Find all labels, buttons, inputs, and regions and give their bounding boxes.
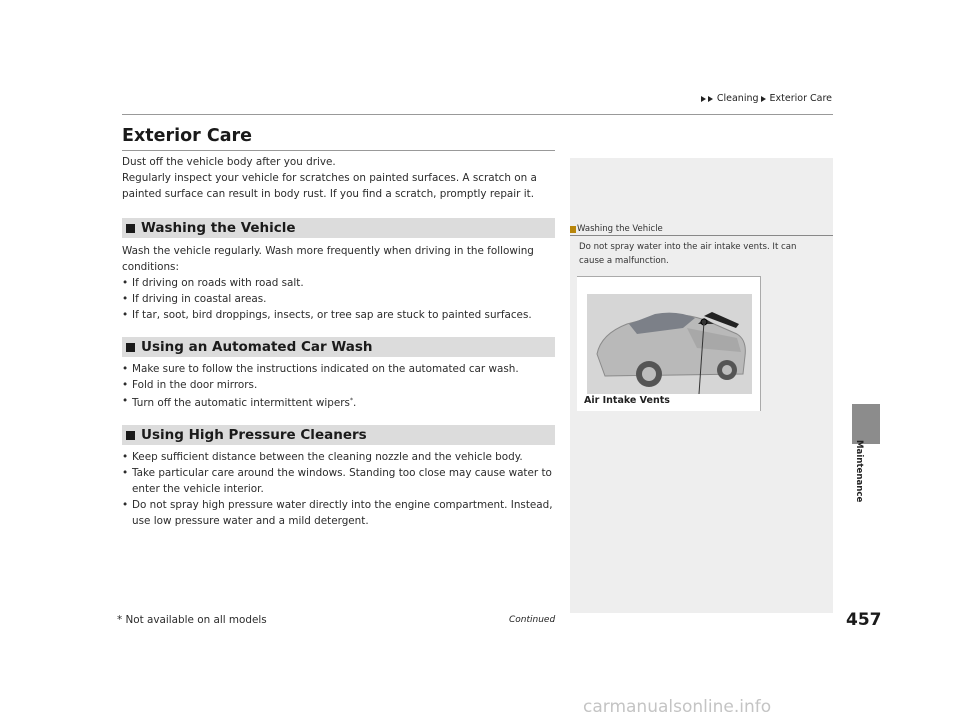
note-heading (570, 224, 663, 234)
list-item (122, 361, 562, 377)
bullet-icon: • (122, 451, 129, 463)
intro-line: Dust off the vehicle body after you drive. (122, 156, 336, 168)
bullet-icon: • (122, 363, 129, 375)
bullet-icon: • (122, 467, 129, 479)
list-item (122, 377, 562, 393)
list-item-text: If driving on roads with road salt. (132, 277, 304, 289)
automated-body (122, 361, 562, 411)
list-item (122, 291, 562, 307)
side-tab[interactable] (852, 404, 880, 444)
list-item-text: Do not spray high pressure water directly into the engine compartment. Instead, (132, 499, 553, 511)
list-item (122, 497, 562, 529)
triangle-arrow-icon (701, 96, 706, 102)
section-heading-automated (122, 337, 555, 357)
note-title: Washing the Vehicle (577, 224, 663, 234)
triangle-arrow-icon (708, 96, 713, 102)
figure-label-air-intake-vents: Air Intake Vents (584, 395, 670, 406)
page-title: Exterior Care (122, 126, 253, 146)
section-heading-label: Washing the Vehicle (141, 220, 296, 236)
intro-line: Regularly inspect your vehicle for scratches on painted surfaces. A scratch on a (122, 172, 537, 184)
bullet-icon: • (122, 277, 129, 289)
note-line: cause a malfunction. (579, 256, 669, 266)
list-item-text: enter the vehicle interior. (132, 483, 264, 495)
bullet-icon: • (122, 293, 129, 305)
note-icon (570, 226, 576, 233)
washing-text: conditions: (122, 261, 179, 273)
section-heading-label: Using an Automated Car Wash (141, 339, 373, 355)
asterisk-marker: * (349, 397, 353, 404)
list-item-text: If tar, soot, bird droppings, insects, or tree sap are stuck to painted surfaces. (132, 309, 532, 321)
washing-text: Wash the vehicle regularly. Wash more frequently when driving in the following (122, 245, 534, 257)
note-rule (570, 235, 833, 236)
list-item-text: use low pressure water and a mild detergent. (132, 515, 369, 527)
section-heading-pressure (122, 425, 555, 445)
list-item-text: Make sure to follow the instructions indicated on the automated car wash. (132, 363, 519, 375)
section-heading-label: Using High Pressure Cleaners (141, 427, 367, 443)
breadcrumb-item-exterior-care[interactable]: Exterior Care (769, 93, 832, 104)
list-item (122, 465, 562, 497)
header-rule (122, 114, 833, 115)
list-item-text: Turn off the automatic intermittent wipers (132, 397, 350, 409)
intro-paragraph (122, 154, 562, 202)
breadcrumb-item-cleaning[interactable]: Cleaning (716, 93, 759, 104)
pressure-bullet-list (122, 449, 562, 529)
list-item (122, 275, 562, 291)
breadcrumb (701, 93, 832, 104)
triangle-arrow-icon (761, 96, 766, 102)
section-square-icon (126, 224, 135, 233)
footnote: * Not available on all models (117, 614, 267, 626)
automated-bullet-list (122, 361, 562, 411)
car-illustration (587, 294, 752, 394)
washing-body (122, 243, 562, 323)
watermark: carmanualsonline.info (583, 697, 772, 717)
list-item (122, 449, 562, 465)
note-text (579, 240, 819, 268)
title-rule (122, 150, 555, 151)
note-line: Do not spray water into the air intake vents. It can (579, 242, 797, 252)
intro-line: painted surface can result in body rust. If you find a scratch, promptly repair it. (122, 188, 535, 200)
page-number: 457 (846, 610, 882, 630)
list-item-text: Fold in the door mirrors. (132, 379, 258, 391)
side-tab-label: Maintenance (854, 440, 864, 503)
pressure-body (122, 449, 562, 529)
section-square-icon (126, 431, 135, 440)
list-item (122, 307, 562, 323)
bullet-icon: • (122, 309, 129, 321)
list-item: • Turn off the automatic intermittent wipers*. (122, 395, 357, 409)
car-icon (587, 294, 752, 394)
section-heading-washing (122, 218, 555, 238)
section-square-icon (126, 343, 135, 352)
continued-label: Continued (509, 615, 556, 625)
list-item-text: Keep sufficient distance between the cleaning nozzle and the vehicle body. (132, 451, 523, 463)
bullet-icon: • (122, 379, 129, 391)
list-item-text: Take particular care around the windows. Standing too close may cause water to (132, 467, 552, 479)
list-item-text: If driving in coastal areas. (132, 293, 267, 305)
bullet-icon: • (122, 395, 129, 407)
bullet-icon: • (122, 499, 129, 511)
washing-bullet-list (122, 275, 562, 323)
